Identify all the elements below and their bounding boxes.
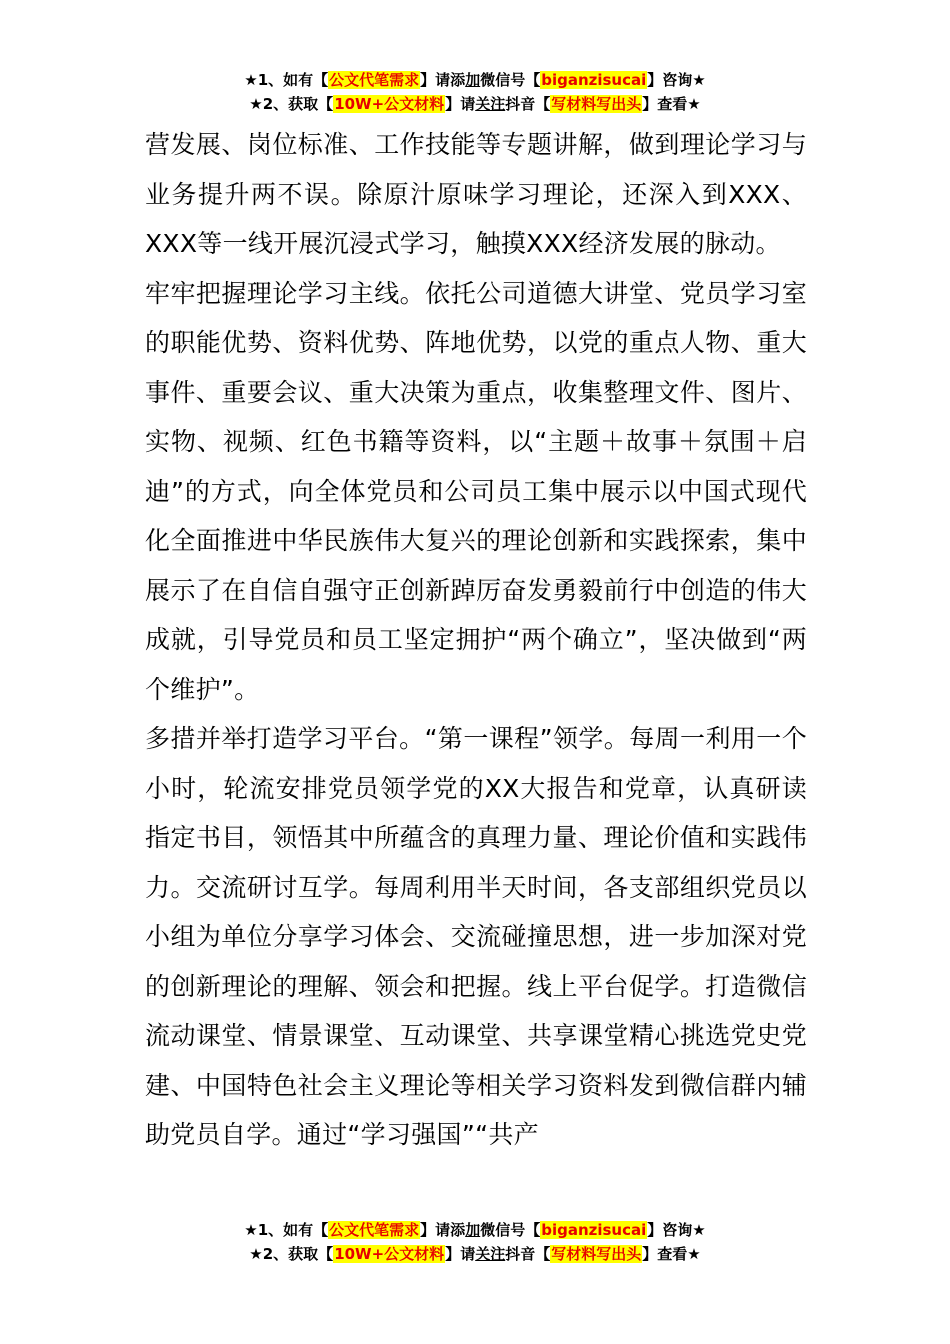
banner-text: 抖音【 — [505, 95, 551, 113]
banner-text: 】请 — [445, 95, 476, 113]
paragraph-3: 多措并举打造学习平台。“第一课程”领学。每周一利用一个小时，轮流安排党员领学党的XX大报告和党章，认真研读指定书目，领悟其中所蕴含的真理力量、理论价值和实践伟力。交流研讨互学。每周利用半天时间，各支部组织党员以小组为单位分享学习体会、交流碰撞思想，进一步加深对党的创新理论的理解、领会和把握。线上平台促学。打造微信流动课堂、情景课堂、互动课堂、共享课堂精心挑选党史党建、中国特色社会主义理论等相关学习资料发到微信群内辅助党员自学。通过“学习强国”“共产 — [145, 724, 807, 1149]
banner-text: 】请 — [445, 1245, 476, 1263]
banner-highlight-service: 公文代笔需求 — [329, 1221, 420, 1239]
banner-text: 】查看★ — [642, 95, 701, 113]
banner-underlined-text: 关注 — [475, 95, 506, 113]
paragraph-2: 牢牢把握理论学习主线。依托公司道德大讲堂、党员学习室的职能优势、资料优势、阵地优势，以党的重点人物、重大事件、重要会议、重大决策为重点，收集整理文件、图片、实物、视频、红色书籍等资料，以“主题＋故事＋氛围＋启迪”的方式，向全体党员和公司员工集中展示以中国式现代化全面推进中华民族伟大复兴的理论创新和实践探索，集中展示了在自信自强守正创新踔厉奋发勇毅前行中创造的伟大成就，引导党员和员工坚定拥护“两个确立”，坚决做到“两个维护”。 — [145, 278, 807, 704]
footer-banner — [0, 1218, 950, 1266]
banner-text: ★2、获取【 — [249, 1245, 334, 1263]
banner-text: ★2、获取【 — [249, 95, 334, 113]
banner-highlight-service: 公文代笔需求 — [329, 71, 420, 89]
banner-text: ★1、如有【 — [244, 1221, 329, 1239]
banner-highlight-douyin: 写材料写出头 — [551, 1245, 642, 1263]
header-banner — [0, 68, 950, 116]
banner-highlight-wechat-id: biganzisucai — [541, 1221, 647, 1239]
paragraph-1: 营发展、岗位标准、工作技能等专题讲解，做到理论学习与业务提升两不误。除原汁原味学习理论，还深入到XXX、XXX等一线开展沉浸式学习，触摸XXX经济发展的脉动。 — [145, 130, 807, 258]
banner-underlined-text: 关注 — [475, 1245, 506, 1263]
banner-line-2 — [0, 1242, 950, 1266]
banner-line-1 — [0, 1218, 950, 1242]
banner-text: 】查看★ — [642, 1245, 701, 1263]
banner-highlight-materials: 10W+公文材料 — [334, 95, 445, 113]
banner-line-2 — [0, 92, 950, 116]
banner-underlined-text: 加 — [465, 1221, 481, 1239]
banner-text: 】请添 — [420, 71, 466, 89]
document-body — [145, 120, 807, 1160]
banner-underlined-text: 加 — [465, 71, 481, 89]
banner-text: 抖音【 — [505, 1245, 551, 1263]
banner-line-1 — [0, 68, 950, 92]
banner-text: 】咨询★ — [647, 71, 706, 89]
banner-text: 】请添 — [420, 1221, 466, 1239]
banner-text: ★1、如有【 — [244, 71, 329, 89]
banner-text: 】咨询★ — [647, 1221, 706, 1239]
banner-text: 微信号【 — [480, 1221, 541, 1239]
banner-text: 微信号【 — [480, 71, 541, 89]
banner-highlight-materials: 10W+公文材料 — [334, 1245, 445, 1263]
banner-highlight-douyin: 写材料写出头 — [551, 95, 642, 113]
banner-highlight-wechat-id: biganzisucai — [541, 71, 647, 89]
